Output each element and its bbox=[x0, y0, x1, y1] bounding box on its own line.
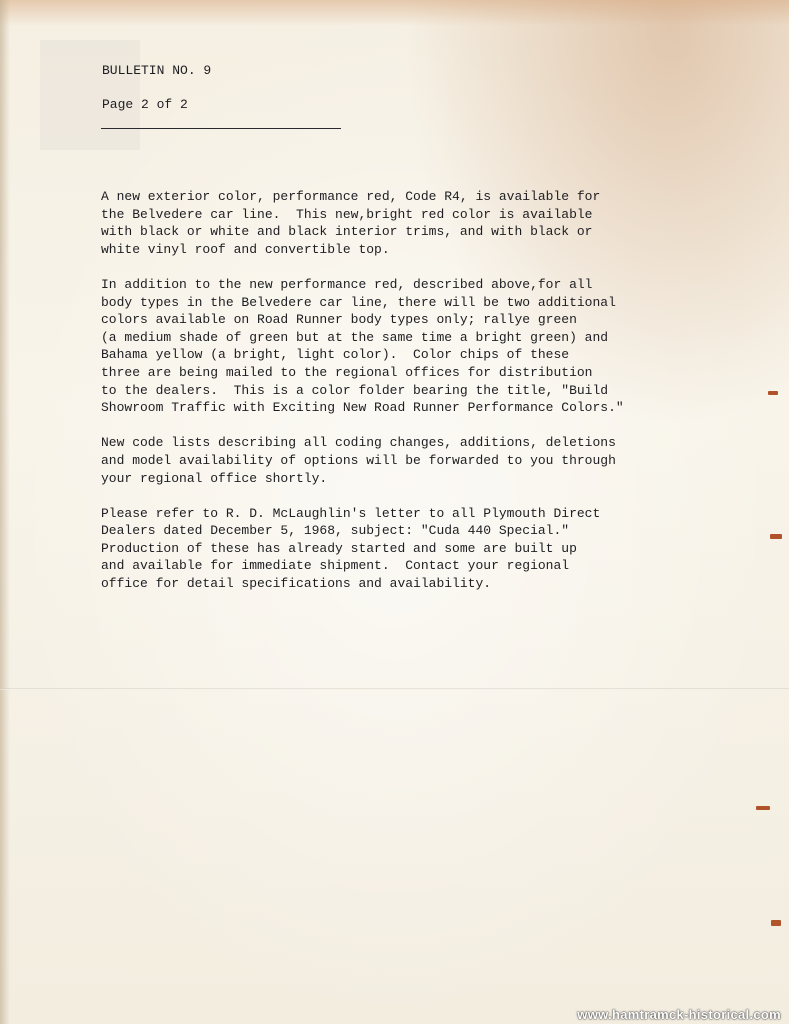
bulletin-body bbox=[101, 188, 761, 610]
text-line: three are being mailed to the regional offices for distribution bbox=[101, 364, 593, 380]
text-line: body types in the Belvedere car line, there will be two additional bbox=[101, 294, 616, 310]
text-line: white vinyl roof and convertible top. bbox=[101, 241, 390, 257]
page-indicator: Page 2 of 2 bbox=[102, 97, 188, 112]
text-line: office for detail specifications and availability. bbox=[101, 576, 492, 592]
paragraph-cuda-440 bbox=[101, 505, 761, 593]
paper-edge-top bbox=[0, 0, 789, 26]
rust-speck bbox=[771, 920, 781, 926]
bulletin-number: BULLETIN NO. 9 bbox=[102, 63, 212, 78]
site-watermark: www.hamtramck-historical.com bbox=[577, 1007, 781, 1022]
header-rule bbox=[101, 128, 341, 129]
text-line: your regional office shortly. bbox=[101, 470, 328, 486]
rust-speck bbox=[756, 806, 770, 810]
text-line: the Belvedere car line. This new,bright red color is available bbox=[101, 206, 593, 222]
text-line: with black or white and black interior trims, and with black or bbox=[101, 224, 593, 240]
text-line: Production of these has already started and some are built up bbox=[101, 540, 577, 556]
paragraph-code-lists bbox=[101, 434, 761, 487]
text-line: In addition to the new performance red, described above,for all bbox=[101, 276, 593, 292]
text-line: Showroom Traffic with Exciting New Road Runner Performance Colors." bbox=[101, 400, 624, 416]
text-line: and model availability of options will be forwarded to you through bbox=[101, 452, 616, 468]
rust-speck bbox=[770, 534, 782, 539]
text-line: Bahama yellow (a bright, light color). Color chips of these bbox=[101, 347, 570, 363]
text-line: colors available on Road Runner body types only; rallye green bbox=[101, 312, 577, 328]
text-line: Dealers dated December 5, 1968, subject: "Cuda 440 Special." bbox=[101, 523, 570, 539]
text-line: New code lists describing all coding changes, additions, deletions bbox=[101, 435, 616, 451]
paragraph-additional-colors bbox=[101, 276, 761, 417]
paragraph-performance-red bbox=[101, 188, 761, 258]
text-line: A new exterior color, performance red, Code R4, is available for bbox=[101, 189, 601, 204]
text-line: Please refer to R. D. McLaughlin's letter to all Plymouth Direct bbox=[101, 505, 601, 521]
paper-edge-left bbox=[0, 0, 10, 1024]
text-line: to the dealers. This is a color folder bearing the title, "Build bbox=[101, 382, 609, 398]
text-line: and available for immediate shipment. Contact your regional bbox=[101, 558, 570, 574]
rust-speck bbox=[768, 391, 778, 395]
text-line: (a medium shade of green but at the same time a bright green) and bbox=[101, 329, 609, 345]
paper-fold-line bbox=[0, 688, 789, 690]
show-through-logo bbox=[40, 40, 140, 150]
